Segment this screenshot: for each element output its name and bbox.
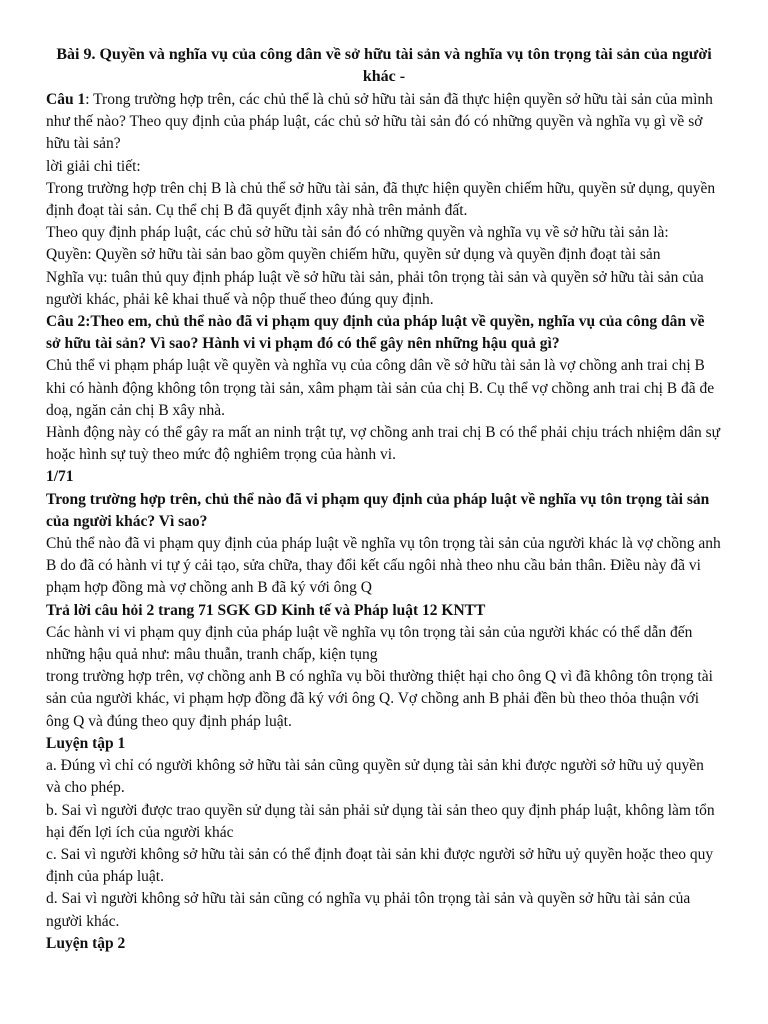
question-1-label: Câu 1 (46, 91, 86, 108)
page-reference: 1/71 (46, 468, 74, 486)
answer-2-paragraph-1: Chủ thể vi phạm pháp luật về quyền và nghĩa vụ của công dân về sở hữu tài sản là vợ chồng anh trai chị B khi có hành động không tôn trọng tài sản, xâm phạm tài sản của chị B. Cụ thể vợ chồng anh trai chị B đã đe doạ, ngăn cản chị B xây nhà. (46, 357, 715, 419)
answer-3-paragraph-1: Chủ thể nào đã vi phạm quy định của pháp luật về nghĩa vụ tôn trọng tài sản của người khác là vợ chồng anh B do đã có hành vi tự ý cải tạo, sửa chữa, thay đổi kết cấu ngôi nhà theo nhu cầu bản thân. Điều này đã vi phạm hợp đồng mà vợ chồng anh B đã ký với ông Q (46, 535, 721, 597)
answer-1-paragraph-1: Trong trường hợp trên chị B là chủ thể sở hữu tài sản, đã thực hiện quyền chiếm hữu, quyền sử dụng, quyền định đoạt tài sản. Cụ thể chị B đã quyết định xây nhà trên mảnh đất. (46, 179, 716, 220)
practice-1-item-a: a. Đúng vì chỉ có người không sở hữu tài sản cũng quyền sử dụng tài sản khi được người sở hữu uỷ quyền và cho phép. (46, 757, 704, 797)
answer-1-rights: Quyền: Quyền sở hữu tài sản bao gồm quyền chiếm hữu, quyền sử dụng và quyền định đoạt tài sản (46, 246, 661, 264)
solution-label: lời giải chi tiết: (46, 157, 141, 175)
question-1-text: : Trong trường hợp trên, các chủ thể là chủ sở hữu tài sản đã thực hiện quyền sở hữu tài sản của mình như thế nào? Theo quy định của pháp luật, các chủ sở hữu tài sản đó có những quyền và nghĩa vụ gì về sở hữu tài sản? (46, 91, 713, 153)
answer-4-paragraph-1: Các hành vi vi phạm quy định của pháp luật về nghĩa vụ tôn trọng tài sản của người khác có thể dẫn đến những hậu quả như: mâu thuẫn, tranh chấp, kiện tụng (46, 623, 693, 664)
question-4-heading: Trả lời câu hỏi 2 trang 71 SGK GD Kinh tế và Pháp luật 12 KNTT (46, 601, 486, 619)
document-title: Bài 9. Quyền và nghĩa vụ của công dân về sở hữu tài sản và nghĩa vụ tôn trọng tài sản của người khác - (56, 46, 712, 85)
answer-4-paragraph-2: trong trường hợp trên, vợ chồng anh B có nghĩa vụ bồi thường thiệt hại cho ông Q vì đã không tôn trọng tài sản của người khác, vi phạm hợp đồng đã ký với ông Q. Vợ chồng anh B phải đền bù theo thỏa thuận với ông Q và đúng theo quy định pháp luật. (46, 668, 713, 730)
practice-1-heading: Luyện tập 1 (46, 734, 126, 752)
practice-1-item-c: c. Sai vì người không sở hữu tài sản có thể định đoạt tài sản khi được người sở hữu uỷ quyền hoặc theo quy định của pháp luật. (46, 845, 714, 886)
answer-2-paragraph-2: Hành động này có thể gây ra mất an ninh trật tự, vợ chồng anh trai chị B có thể phải chịu trách nhiệm dân sự hoặc hình sự tuỳ theo mức độ nghiêm trọng của hành vi. (46, 424, 721, 464)
practice-1-item-d: d. Sai vì người không sở hữu tài sản cũng có nghĩa vụ phải tôn trọng tài sản và quyền sở hữu tài sản của người khác. (46, 890, 691, 930)
answer-1-obligations: Nghĩa vụ: tuân thủ quy định pháp luật về sở hữu tài sản, phải tôn trọng tài sản và quyền sở hữu tài sản của người khác, phải kê khai thuế và nộp thuế theo đúng quy định. (46, 268, 704, 308)
practice-2-heading: Luyện tập 2 (46, 934, 126, 952)
practice-1-item-b: b. Sai vì người được trao quyền sử dụng tài sản phải sử dụng tài sản theo quy định pháp luật, không làm tổn hại đến lợi ích của người khác (46, 801, 715, 841)
question-2-heading: Câu 2:Theo em, chủ thể nào đã vi phạm quy định của pháp luật về quyền, nghĩa vụ của công dân về sở hữu tài sản? Vì sao? Hành vi vi phạm đó có thể gây nên những hậu quả gì? (46, 313, 705, 353)
question-1 (46, 89, 722, 156)
question-3-heading: Trong trường hợp trên, chủ thể nào đã vi phạm quy định của pháp luật về nghĩa vụ tôn trọng tài sản của người khác? Vì sao? (46, 490, 710, 530)
answer-1-paragraph-2: Theo quy định pháp luật, các chủ sở hữu tài sản đó có những quyền và nghĩa vụ về sở hữu tài sản là: (46, 224, 669, 242)
